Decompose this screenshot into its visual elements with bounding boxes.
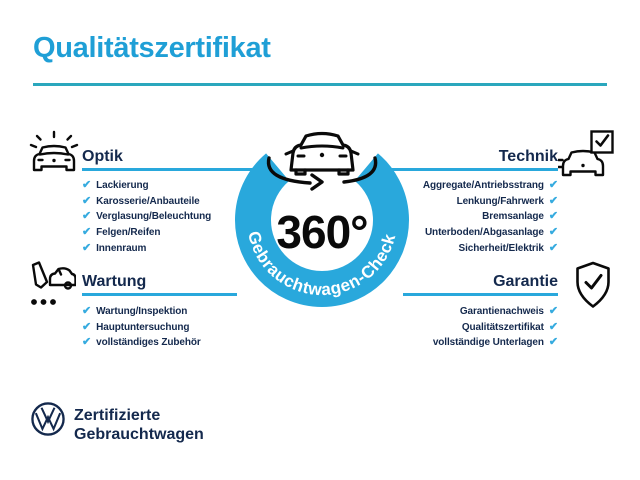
ring-label: Gebrauchtwagen-Check: [243, 229, 400, 300]
center-360-badge: [222, 118, 422, 323]
checklist-item: [82, 209, 211, 225]
header-divider: [33, 83, 607, 86]
checklist-item-label: Karosserie/Anbauteile: [96, 195, 200, 207]
degree-label: 360°: [276, 206, 368, 258]
checklist-item: [423, 178, 558, 194]
check-icon: ✔: [548, 336, 558, 349]
section-heading-wartung: Wartung: [82, 273, 147, 290]
check-icon: ✔: [82, 336, 92, 349]
section-heading-optik: Optik: [82, 148, 123, 165]
vw-logo: [30, 401, 66, 442]
check-icon: ✔: [548, 194, 558, 207]
checklist-item: [82, 240, 211, 256]
checklist-item: [82, 194, 211, 210]
checklist-item: [433, 320, 558, 336]
checklist-item: [82, 225, 211, 241]
checklist-item-label: Verglasung/Beleuchtung: [96, 211, 212, 223]
checklist-item-label: Bremsanlage: [482, 211, 544, 223]
brand-claim: [74, 407, 204, 444]
wartung-checklist: [82, 304, 201, 351]
checklist-item: [423, 209, 558, 225]
check-icon: ✔: [82, 305, 92, 318]
checklist-item-label: Qualitätszertifikat: [461, 321, 544, 333]
checklist-item-label: Lackierung: [96, 180, 149, 192]
checklist-item: [423, 194, 558, 210]
checklist-item-label: Hauptuntersuchung: [96, 321, 190, 333]
check-icon: ✔: [548, 210, 558, 223]
checklist-item-label: Felgen/Reifen: [96, 227, 161, 239]
checklist-item-label: Sicherheit/Elektrik: [458, 242, 544, 254]
check-icon: ✔: [82, 226, 92, 239]
page-title: Qualitätszertifikat: [33, 32, 271, 64]
checklist-item: [423, 225, 558, 241]
optik-checklist: [82, 178, 211, 256]
checklist-item: [433, 335, 558, 351]
check-icon: ✔: [548, 241, 558, 254]
check-icon: ✔: [548, 179, 558, 192]
checklist-item: [82, 320, 201, 336]
check-icon: ✔: [82, 179, 92, 192]
garantie-underline: [403, 293, 558, 296]
checklist-item-label: Wartung/Inspektion: [96, 306, 188, 318]
checklist-item-label: Innenraum: [96, 242, 147, 254]
brand-claim-line2: Gebrauchtwagen: [74, 425, 204, 443]
checklist-item-label: Garantienachweis: [459, 306, 544, 318]
check-icon: ✔: [82, 320, 92, 333]
checklist-item: [433, 304, 558, 320]
garantie-checklist: [433, 304, 558, 351]
checklist-item-label: Aggregate/Antriebsstrang: [422, 180, 544, 192]
check-icon: ✔: [548, 226, 558, 239]
car-shine-icon: [29, 129, 79, 180]
checklist-item-label: Lenkung/Fahrwerk: [456, 195, 544, 207]
shield-check-icon: [574, 261, 612, 314]
checklist-item-label: vollständiges Zubehör: [96, 337, 201, 349]
check-icon: ✔: [82, 194, 92, 207]
check-icon: ✔: [548, 320, 558, 333]
brand-claim-line1: Zertifizierte: [74, 407, 161, 424]
section-heading-technik: Technik: [498, 148, 558, 165]
technik-checklist: [423, 178, 558, 256]
checklist-item: [82, 178, 211, 194]
service-checklist-icon: [28, 261, 76, 312]
checklist-item: [82, 304, 201, 320]
checklist-item-label: Unterboden/Abgasanlage: [424, 227, 544, 239]
checklist-item: [423, 240, 558, 256]
check-icon: ✔: [82, 210, 92, 223]
check-icon: ✔: [82, 241, 92, 254]
check-icon: ✔: [548, 305, 558, 318]
wartung-underline: [82, 293, 237, 296]
checklist-item: [82, 335, 201, 351]
car-checkbox-icon: [558, 130, 614, 183]
checklist-item-label: vollständige Unterlagen: [432, 337, 544, 349]
section-heading-garantie: Garantie: [493, 273, 558, 290]
